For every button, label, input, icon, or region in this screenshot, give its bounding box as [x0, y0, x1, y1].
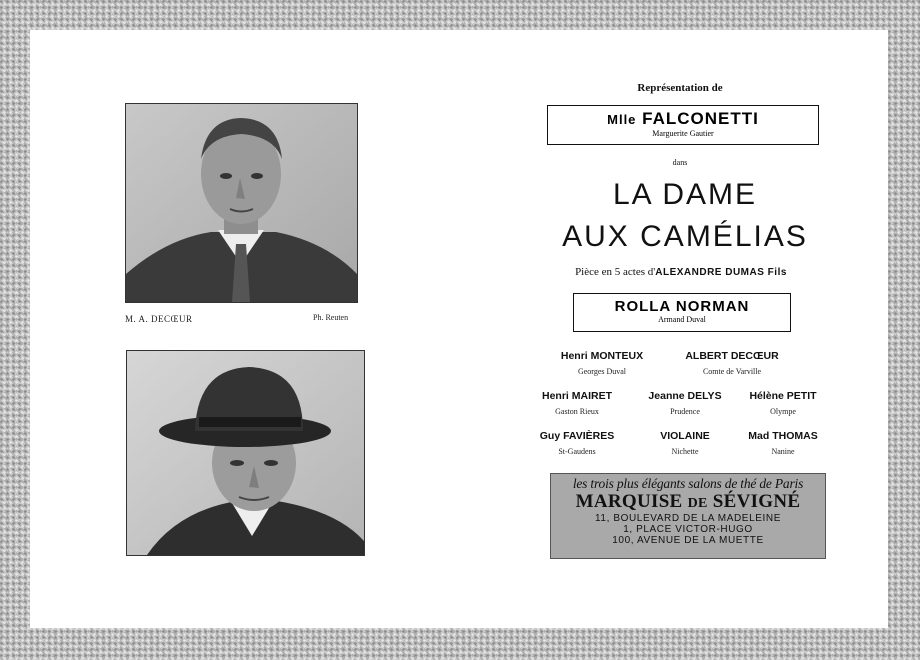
cast-name: Mad THOMAS: [748, 430, 818, 442]
cast-member: [635, 390, 735, 416]
piece-author: ALEXANDRE DUMAS Fils: [655, 267, 787, 278]
lead-role: Armand Duval: [658, 315, 706, 324]
cast-name: ALBERT DECŒUR: [685, 350, 779, 362]
cast-member: [532, 430, 622, 456]
cast-member: [640, 430, 730, 456]
star-box: [547, 105, 819, 145]
cast-role: Gaston Rieux: [555, 407, 599, 416]
advertisement-marquise-de-sevigne: [550, 473, 826, 559]
cast-name: Henri MONTEUX: [560, 350, 644, 362]
cast-role: Comte de Varville: [702, 367, 762, 376]
star-prefix: Mlle: [607, 112, 637, 127]
dans-text: dans: [672, 158, 688, 167]
ad-address: 100, AVENUE DE LA MUETTE: [612, 535, 764, 546]
cast-role: Georges Duval: [577, 367, 627, 376]
cast-role: Olympe: [770, 407, 796, 416]
piece-description: [530, 266, 832, 278]
representation-heading: Représentation de: [637, 82, 723, 94]
cast-name: Hélène PETIT: [749, 390, 817, 402]
cast-role: Nanine: [771, 447, 795, 456]
cast-name: Henri MAIRET: [541, 390, 612, 402]
star-role: Marguerite Gautier: [652, 129, 714, 138]
cast-name: Jeanne DELYS: [648, 390, 722, 402]
photo-credit: Ph. Reuten: [313, 313, 349, 322]
cast-role: Prudence: [670, 407, 700, 416]
star-name: [548, 109, 818, 129]
cast-name: VIOLAINE: [660, 430, 710, 442]
portrait-photo-decoeur: [125, 103, 358, 303]
ad-brand-name: [551, 491, 825, 513]
cast-member: [552, 350, 652, 376]
piece-prefix: Pièce en 5 actes d': [575, 266, 656, 278]
photo-caption-name: M. A. DECŒUR: [125, 314, 193, 324]
cast-name: Guy FAVIÈRES: [539, 430, 615, 442]
ad-address: 1, PLACE VICTOR-HUGO: [623, 524, 753, 535]
lead-box: [573, 293, 791, 332]
program-page: [30, 30, 888, 628]
cast-member: [672, 350, 792, 376]
lead-name: ROLLA NORMAN: [614, 298, 750, 315]
star-surname: FALCONETTI: [642, 109, 759, 128]
ad-brand-part: SÉVIGNÉ: [712, 491, 801, 512]
ad-brand-part: MARQUISE: [575, 491, 683, 512]
cast-member: [532, 390, 622, 416]
ad-brand-part: DE: [687, 496, 708, 511]
ad-tagline: les trois plus élégants salons de thé de Paris: [572, 476, 804, 491]
portrait-photo-man-in-hat: [126, 350, 365, 556]
cast-member: [738, 390, 828, 416]
cast-member: [738, 430, 828, 456]
ad-address: 11, BOULEVARD DE LA MADELEINE: [595, 513, 781, 524]
cast-role: St-Gaudens: [558, 447, 596, 456]
cast-role: Nichette: [671, 447, 699, 456]
play-title-line1: LA DAME: [612, 178, 758, 211]
play-title-line2: AUX CAMÉLIAS: [562, 220, 808, 253]
